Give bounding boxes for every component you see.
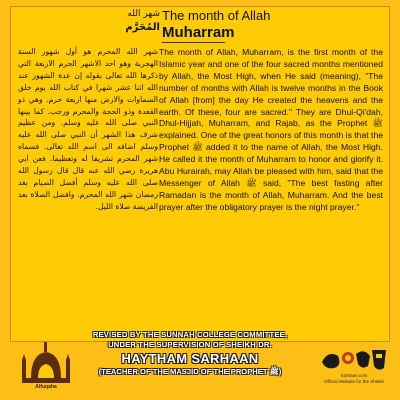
title-underline	[162, 42, 225, 43]
sarhaan-logo-icon	[318, 344, 390, 374]
logo-left-label: Alfuqaha	[35, 384, 57, 390]
credits-line-1: REVISED BY THE SUNNAH COLLEGE COMMITTEE,	[92, 330, 288, 339]
english-body-text: The month of Allah, Muharram, is the first month of the Islamic year and one of the four sacred months mentioned by Allah, the Most High, when He said (meaning), "The number of months with Allah is twelve months in the Book of Allah [from] the day He created the heavens and the earth. Of these, four are sacred." They are Dhul-Qi'dah, Dhul-Hijjah, Muharram, and Rajab, as the Prophet ﷺ explained. One of the great honors of this month is that the Prophet ﷺ added it to the name of Allah, the Most High. He called it the month of Muharram to honor and glorify it. Abu Hurairah, may Allah be pleased with him, said that the Messenger of Allah ﷺ said, "The best fasting after Ramadan is the month of Allah, Muharram. And the best prayer after the obligatory prayer is the night prayer."	[159, 47, 383, 212]
credits-line-4: (TEACHER OF THE MASJID OF THE PROPHET ﷺ)	[98, 367, 282, 376]
title-english-small: The month of Allah	[162, 8, 271, 23]
logo-right-url[interactable]: Sarhaan.com	[340, 373, 368, 378]
logo-right-tagline: Official Website for the Sheikh	[323, 378, 385, 384]
title-arabic-small: شهر الله	[127, 9, 160, 19]
credits-line-2: UNDER THE SUPERVISION OF SHEIKH DR.	[108, 340, 272, 349]
arabic-body-text: شهر الله المحرم هو أول شهور السنة الهجرية وهو احد الاشهر الحرم الاربعة التي ذكرها الله تعالى بقوله إن عدة الشهور عند الله اثنا عشر شهرا في كتاب الله يوم خلق السماوات والارض منها اربعة حرم. وهي ذو القعدة وذو الحجة والمحرم ورجب. كما بينها النبي صلى الله عليه وسلم. ومن عظيم شرف هذا الشهر أن النبي صلى الله عليه وسلم اضافه الى اسم الله تعالى. فسماه شهر المحرم تشريفا له وتعظيما. فعن ابي هريرة رضي الله عنه قال قال رسول الله صلى الله عليه وسلم أفضل الصيام بعد رمضان شهر الله المحرم. وافضل الصلاة بعد الفريضة صلاة الليل.	[18, 47, 158, 211]
credits-name: HAYTHAM SARHAAN	[121, 351, 259, 366]
title-english-big: Muharram	[162, 24, 235, 41]
logo-right-caption	[316, 373, 392, 384]
title-arabic-big: المُحَرَّم	[125, 22, 160, 33]
credits-block	[75, 330, 305, 377]
